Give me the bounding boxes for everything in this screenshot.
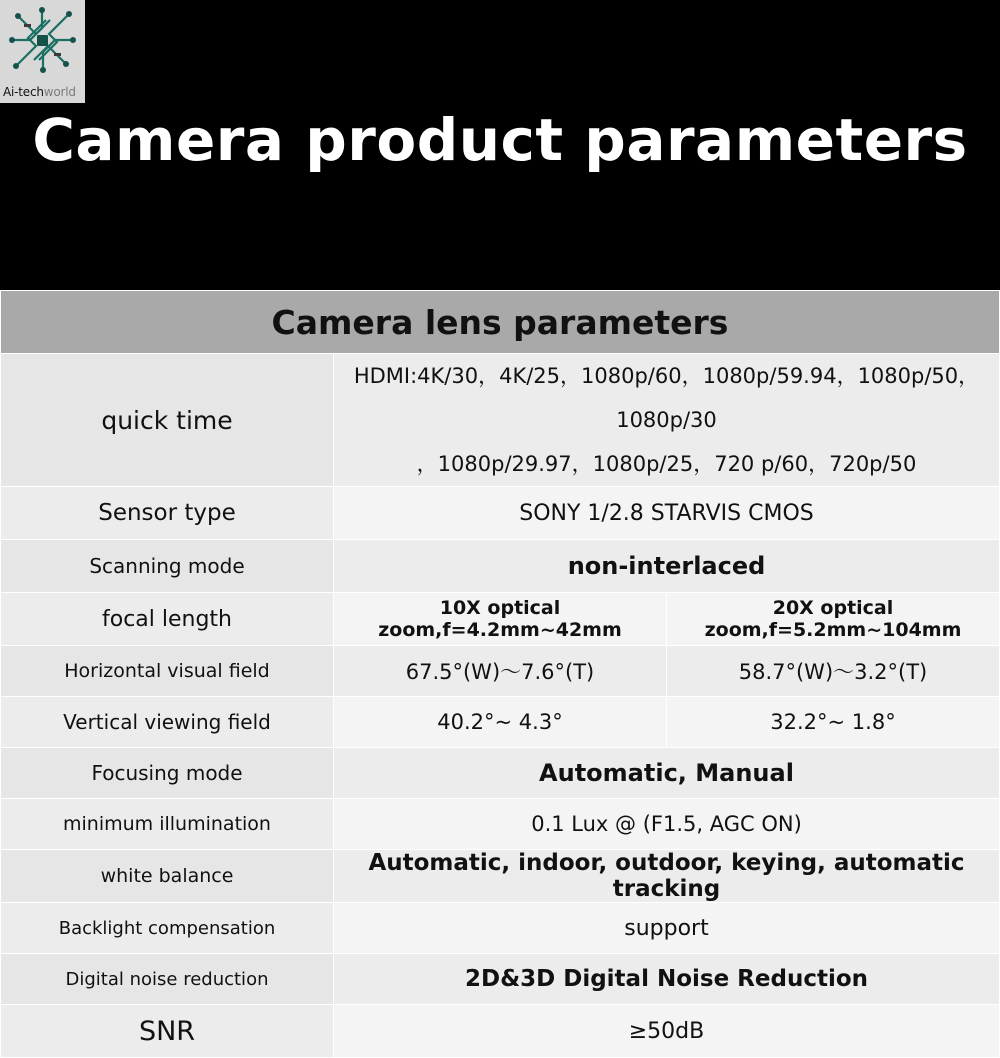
row-label-sensor-type: Sensor type — [1, 487, 334, 540]
table-row — [1, 593, 1000, 646]
logo-wordmark-bold: Ai-tech — [3, 85, 44, 99]
table-row — [1, 354, 1000, 487]
row-label-horizontal-visual-field: Horizontal visual field — [1, 646, 334, 697]
row-value-vertical-field-20x: 32.2°~ 1.8° — [667, 697, 1000, 748]
logo-wordmark — [3, 85, 76, 99]
table-row — [1, 799, 1000, 850]
quick-time-line-1: HDMI:4K/30，4K/25，1080p/60，1080p/59.94，1080p/50，1080p/30 — [353, 364, 980, 432]
row-label-scanning-mode: Scanning mode — [1, 540, 334, 593]
row-label-vertical-viewing-field: Vertical viewing field — [1, 697, 334, 748]
page-header — [0, 0, 1000, 290]
row-value-digital-noise-reduction: 2D&3D Digital Noise Reduction — [334, 954, 1000, 1005]
row-label-focal-length: focal length — [1, 593, 334, 646]
table-row — [1, 954, 1000, 1005]
row-label-white-balance: white balance — [1, 850, 334, 903]
row-label-minimum-illumination: minimum illumination — [1, 799, 334, 850]
logo-wordmark-light: world — [43, 85, 76, 99]
logo — [0, 0, 85, 103]
row-value-horizontal-field-10x: 67.5°(W)～7.6°(T) — [334, 646, 667, 697]
row-label-digital-noise-reduction: Digital noise reduction — [1, 954, 334, 1005]
circuit-logo-icon — [6, 4, 79, 76]
row-label-quick-time: quick time — [1, 354, 334, 487]
quick-time-line-2: ，1080p/29.97，1080p/25，720 p/60，720p/50 — [416, 452, 917, 476]
row-label-snr: SNR — [1, 1005, 334, 1058]
table-row — [1, 540, 1000, 593]
row-value-horizontal-field-20x: 58.7°(W)～3.2°(T) — [667, 646, 1000, 697]
table-row — [1, 646, 1000, 697]
row-label-focusing-mode: Focusing mode — [1, 748, 334, 799]
row-value-vertical-field-10x: 40.2°~ 4.3° — [334, 697, 667, 748]
row-value-focal-length-20x: 20X optical zoom,f=5.2mm~104mm — [667, 593, 1000, 646]
table-row — [1, 697, 1000, 748]
row-label-backlight-compensation: Backlight compensation — [1, 903, 334, 954]
row-value-snr: ≥50dB — [334, 1005, 1000, 1058]
table-row — [1, 748, 1000, 799]
table-row — [1, 487, 1000, 540]
row-value-scanning-mode: non-interlaced — [334, 540, 1000, 593]
row-value-white-balance: Automatic, indoor, outdoor, keying, automatic tracking — [334, 850, 1000, 903]
table-row — [1, 903, 1000, 954]
row-value-backlight-compensation: support — [334, 903, 1000, 954]
row-value-quick-time — [334, 354, 1000, 487]
row-value-focal-length-10x: 10X optical zoom,f=4.2mm~42mm — [334, 593, 667, 646]
camera-lens-parameters-table — [0, 290, 1000, 1058]
row-value-sensor-type: SONY 1/2.8 STARVIS CMOS — [334, 487, 1000, 540]
row-value-focusing-mode: Automatic, Manual — [334, 748, 1000, 799]
spec-table-container — [0, 290, 1000, 1058]
table-caption-row — [1, 291, 1000, 354]
table-row — [1, 850, 1000, 903]
table-row — [1, 1005, 1000, 1058]
table-caption: Camera lens parameters — [1, 291, 1000, 354]
row-value-minimum-illumination: 0.1 Lux @ (F1.5, AGC ON) — [334, 799, 1000, 850]
page-title: Camera product parameters — [32, 106, 968, 174]
